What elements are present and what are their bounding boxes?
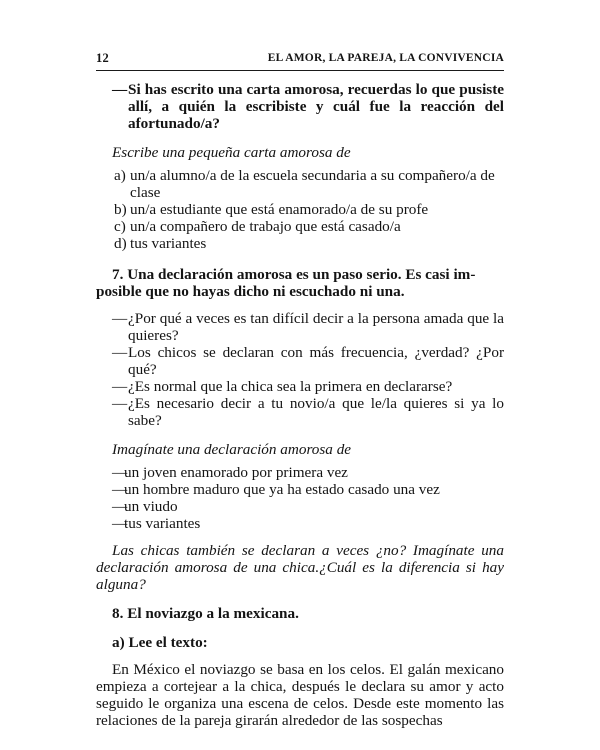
list-letter: b) bbox=[114, 201, 127, 218]
list-letter: d) bbox=[114, 235, 127, 252]
list-item bbox=[96, 235, 504, 252]
section-7-heading-line2: posible que no hayas dicho ni escuchado ni una. bbox=[96, 283, 405, 300]
list-item-text: ¿Por qué a veces es tan difícil decir a la persona amada que la quieres? bbox=[128, 310, 504, 344]
declaration-options-list bbox=[96, 464, 504, 532]
list-letter: c) bbox=[114, 218, 126, 235]
dash-marker: — bbox=[112, 498, 128, 515]
book-page bbox=[96, 50, 504, 729]
dash-marker: — bbox=[112, 310, 128, 327]
list-item bbox=[96, 201, 504, 218]
list-item bbox=[96, 395, 504, 429]
italic-paragraph: Las chicas también se declaran a veces ¿no? Imagínate una declaración amorosa de una chica.¿Cuál es la diferencia si hay alguna? bbox=[96, 542, 504, 593]
letter-options-list bbox=[96, 167, 504, 252]
list-item-text: un joven enamorado por primera vez bbox=[124, 464, 348, 481]
list-item-text: un/a estudiante que está enamorado/a de su profe bbox=[130, 201, 429, 218]
running-title: EL AMOR, LA PAREJA, LA CONVIVENCIA bbox=[267, 52, 504, 64]
section-7-questions bbox=[96, 310, 504, 429]
letter-prompt: Escribe una pequeña carta amorosa de bbox=[112, 144, 351, 161]
list-item bbox=[96, 378, 504, 395]
list-item-text: un/a compañero de trabajo que está casado/a bbox=[130, 218, 401, 235]
section-8-heading: 8. El noviazgo a la mexicana. bbox=[112, 605, 299, 622]
dash-marker: — bbox=[112, 81, 128, 98]
list-item-text: tus variantes bbox=[124, 515, 201, 532]
section-8-subheading: a) Lee el texto: bbox=[112, 634, 208, 651]
dash-marker: — bbox=[112, 344, 128, 361]
list-item-text: ¿Es normal que la chica sea la primera en declararse? bbox=[128, 378, 453, 395]
opening-question-text: Si has escrito una carta amorosa, recuerdas lo que pusiste allí, a quién la escribiste y cuál fue la reacción del afortunado/a? bbox=[128, 81, 504, 132]
list-item bbox=[96, 310, 504, 344]
list-item bbox=[96, 515, 504, 532]
list-item-text: tus variantes bbox=[130, 235, 207, 252]
list-item-text: un hombre maduro que ya ha estado casado una vez bbox=[124, 481, 440, 498]
dash-marker: — bbox=[112, 378, 128, 395]
list-item bbox=[96, 498, 504, 515]
reading-text: En México el noviazgo se basa en los celos. El galán mexicano empieza a cortejear a la chica, después le declara su amor y acto seguido le organiza una escena de celos. Desde este momento las relaciones de la pareja girarán alrededor de las sospechas bbox=[96, 661, 504, 729]
list-item bbox=[96, 218, 504, 235]
list-item bbox=[96, 344, 504, 378]
dash-marker: — bbox=[112, 481, 128, 498]
list-item-text: ¿Es necesario decir a tu novio/a que le/la quieres si ya lo sabe? bbox=[128, 395, 504, 429]
dash-marker: — bbox=[112, 515, 128, 532]
section-7-heading bbox=[96, 266, 504, 300]
dash-marker: — bbox=[112, 395, 128, 412]
dash-marker: — bbox=[112, 464, 128, 481]
running-header bbox=[96, 50, 504, 71]
opening-question bbox=[96, 81, 504, 132]
declaration-prompt: Imagínate una declaración amorosa de bbox=[112, 441, 352, 458]
list-item-text: Los chicos se declaran con más frecuencia, ¿verdad? ¿Por qué? bbox=[128, 344, 504, 378]
list-item-text: un/a alumno/a de la escuela secundaria a su compañero/a de clase bbox=[130, 167, 495, 201]
list-item bbox=[96, 464, 504, 481]
list-item-text: un viudo bbox=[124, 498, 178, 515]
page-number: 12 bbox=[96, 51, 109, 65]
list-item bbox=[96, 167, 504, 201]
list-item bbox=[96, 481, 504, 498]
list-letter: a) bbox=[114, 167, 126, 184]
section-7-heading-line1: 7. Una declaración amorosa es un paso serio. Es casi im- bbox=[112, 266, 476, 283]
